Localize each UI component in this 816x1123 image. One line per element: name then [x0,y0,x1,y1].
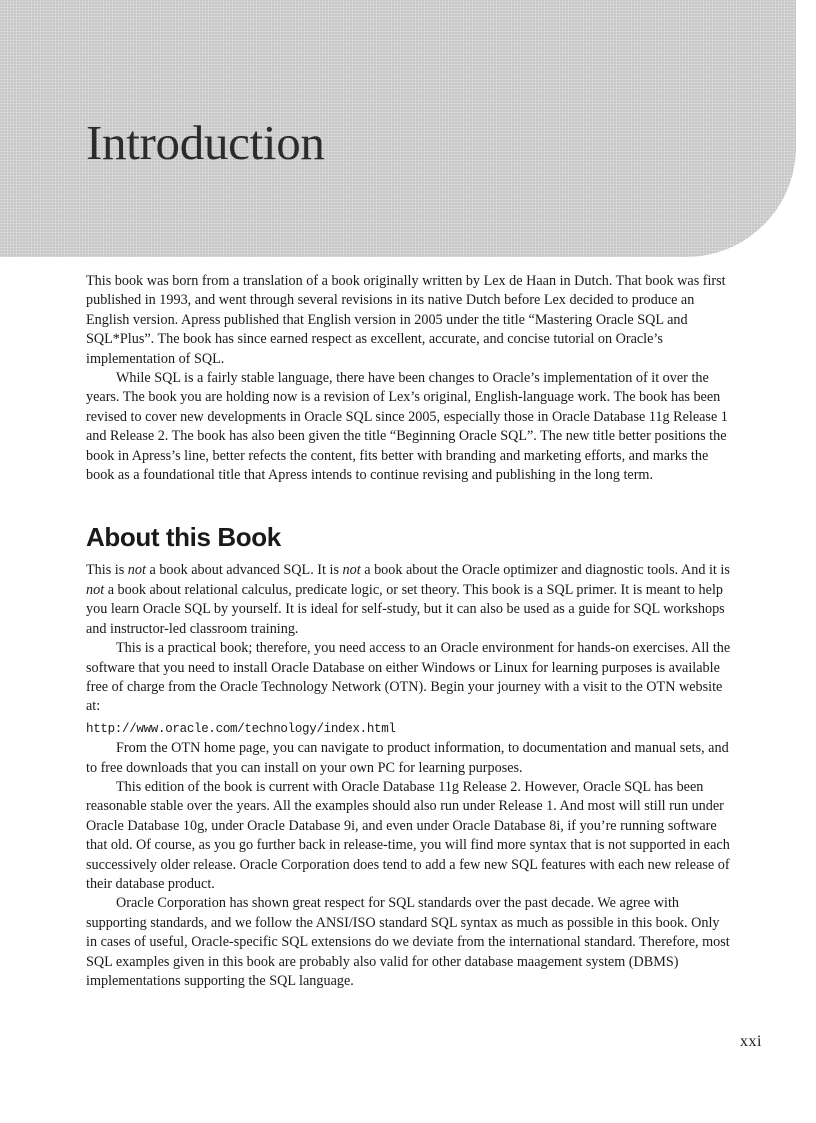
intro-paragraph-2: While SQL is a fairly stable language, there have been changes to Oracle’s implementation of it over the years. The book you are holding now is a revision of Lex’s original, English-language work. The book has been revised to cover new developments in Oracle SQL since 2005, especially those in Oracle Database 11g Release 1 and Release 2. The book has also been given the title “Beginning Oracle SQL”. The new title better positions the book in Apress’s line, better refects the content, fits better with branding and marketing efforts, and marks the book as a foundational title that Apress intends to continue revising and publishing in the long term. [86,370,728,484]
about-p1-text-2: a book about advanced SQL. It is [145,562,343,579]
about-p1-emphasis-not-1: not [127,562,146,579]
about-paragraph-2: This is a practical book; therefore, you need access to an Oracle environment for hands-on exercises. All the software that you need to install Oracle Database on either Windows or Linux for learning purposes is available free of charge from the Oracle Technology Network (OTN). Begin your journey with a visit to the OTN website at: [86,640,731,715]
section-heading-about: About this Book [86,522,281,553]
about-p1-emphasis-not-3: not [86,581,105,598]
about-p1-text-3: a book about the Oracle optimizer and diagnostic tools. And it is [360,562,730,579]
about-paragraph-5: Oracle Corporation has shown great respect for SQL standards over the past decade. We agree with supporting standards, and we follow the ANSI/ISO standard SQL syntax as much as possible in this book. Only in cases of useful, Oracle-specific SQL extensions do we deviate from the international standard. Therefore, most SQL examples given in this book are probably also valid for other database maagement system (DBMS) implementations supporting the SQL language. [86,895,730,989]
otn-url: http://www.oracle.com/technology/index.html [86,721,396,736]
page-content [86,272,732,991]
about-p1-text-4: a book about relational calculus, predicate logic, or set theory. This book is a SQL primer. It is meant to help you learn Oracle SQL by yourself. It is ideal for self-study, but it can also be used as a guide for SQL workshops and instructor-led classroom training. [86,581,725,637]
about-paragraph-4: This edition of the book is current with Oracle Database 11g Release 2. However, Oracle SQL has been reasonable stable over the years. All the examples should also run under Release 1. And most will still run under Oracle Database 10g, under Oracle Database 9i, and even under Oracle Database 8i, if you’re running software that old. Of course, as you go further back in release-time, you will find more syntax that is not supported in each successively older release. Oracle Corporation does tend to add a few new SQL features with each new release of their database product. [86,778,730,892]
about-paragraph-3: From the OTN home page, you can navigate to product information, to documentation and manual sets, and to free downloads that you can install on your own PC for learning purposes. [86,740,729,776]
page-number: xxi [740,1033,762,1050]
intro-paragraph-1: This book was born from a translation of a book originally written by Lex de Haan in Dutch. That book was first published in 1993, and went through several revisions in its native Dutch before Lex decided to produce an English version. Apress published that English version in 2005 under the title “Mastering Oracle SQL and SQL*Plus”. The book has since earned respect as excellent, accurate, and concise tutorial on Oracle’s implementation of SQL. [86,273,726,367]
about-p1-text-1: This is [86,562,128,579]
about-p1-emphasis-not-2: not [342,562,361,579]
about-paragraph-1 [86,561,732,639]
chapter-title: Introduction [86,115,325,170]
